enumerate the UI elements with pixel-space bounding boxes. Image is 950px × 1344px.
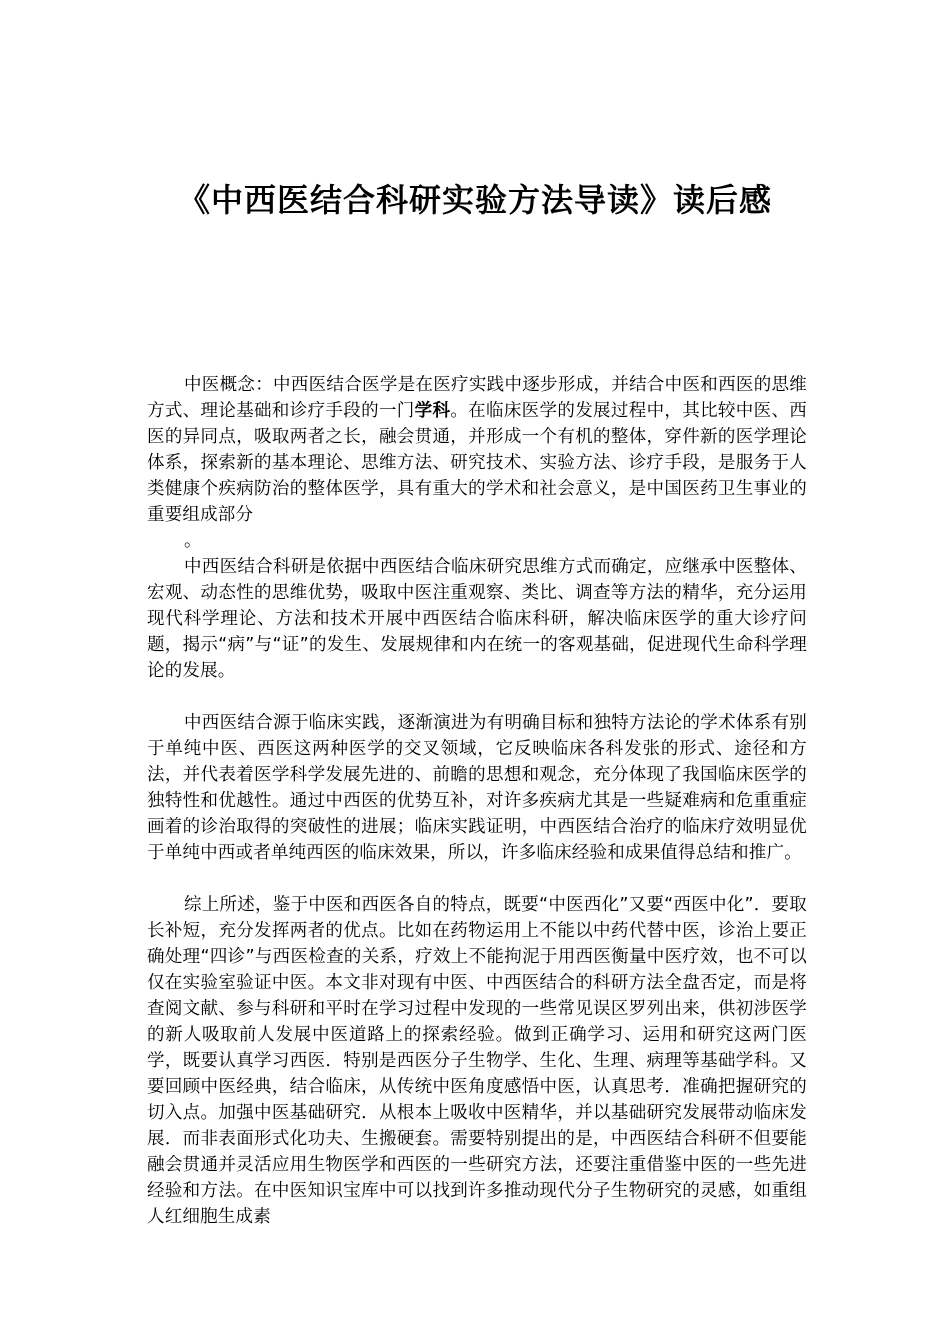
paragraph-summary: 综上所述，鉴于中医和西医各自的特点，既要“中医西化”又要“西医中化”．要取长补短，充分发挥两者的优点。比如在药物运用上不能以中药代替中医，诊治上要正确处理“四诊”与西医检查的关系，疗效上不能拘泥于用西医衡量中医疗效，也不可以仅在实验室验证中医。本文非对现有中医、中西医结合的科研方法全盘否定，而是将查阅文献、参与科研和平时在学习过程中发现的一些常见误区罗列出来，供初涉医学的新人吸取前人发展中医道路上的探索经验。做到正确学习、运用和研究这两门医学，既要认真学习西医．特别是西医分子生物学、生化、生理、病理等基础学科。又要回顾中医经典，结合临床，从传统中医角度感悟中医，认真思考．准确把握研究的切入点。加强中医基础研究．从根本上吸收中医精华，并以基础研究发展带动临床发展．而非表面形式化功夫、生搬硬套。需要特别提出的是，中西医结合科研不但要能融会贯通并灵活应用生物医学和西医的一些研究方法，还要注重借鉴中医的一些先进经验和方法。在中医知识宝库中可以找到许多推动现代分子生物研究的灵感，如重组人红细胞生成素	[147, 895, 807, 1227]
document-title: 《中西医结合科研实验方法导读》读后感	[177, 181, 772, 219]
paragraph-gap	[147, 684, 807, 710]
paragraph-research: 中西医结合科研是依据中西医结合临床研究思维方式而确定，应继承中医整体、宏观、动态性的思维优势，吸取中医注重观察、类比、调查等方法的精华，充分运用现代科学理论、方法和技术开展中西医结合临床科研，解决临床医学的重大诊疗问题，揭示“病”与“证”的发生、发展规律和内在统一的客观基础，促进现代生命科学理论的发展。	[147, 557, 807, 681]
paragraph-concept-bold-term: 学科	[414, 401, 451, 421]
paragraph-concept-end: 。	[184, 531, 202, 551]
document-body	[147, 372, 807, 1230]
paragraph-gap	[147, 866, 807, 892]
paragraph-origin: 中西医结合源于临床实践，逐渐演进为有明确目标和独特方法论的学术体系有别于单纯中医、西医这两种医学的交叉领域，它反映临床各科发张的形式、途径和方法，并代表着医学科学发展先进的、前瞻的思想和观念，充分体现了我国临床医学的独特性和优越性。通过中西医的优势互补，对许多疾病尤其是一些疑难病和危重重症画着的诊治取得的突破性的进展；临床实践证明，中西医结合治疗的临床疗效明显优于单纯中西或者单纯西医的临床效果，所以，许多临床经验和成果值得总结和推广。	[147, 713, 807, 863]
paragraph-concept	[147, 372, 807, 528]
paragraph-concept-text-b: 。在临床医学的发展过程中，其比较中医、西医的异同点，吸取两者之长，融会贯通，并形成一个有机的整体，穿件新的医学理论体系，探索新的基本理论、思维方法、研究技术、实验方法、诊疗手段，是服务于人类健康个疾病防治的整体医学，具有重大的学术和社会意义，是中国医药卫生事业的重要组成部分	[147, 401, 807, 525]
paragraph-concept-text-a: 中医概念：中西医结合医学是在医疗实践中逐步形成，并结合中医和西医的思维方式、理论基础和诊疗手段的一门	[147, 375, 807, 421]
